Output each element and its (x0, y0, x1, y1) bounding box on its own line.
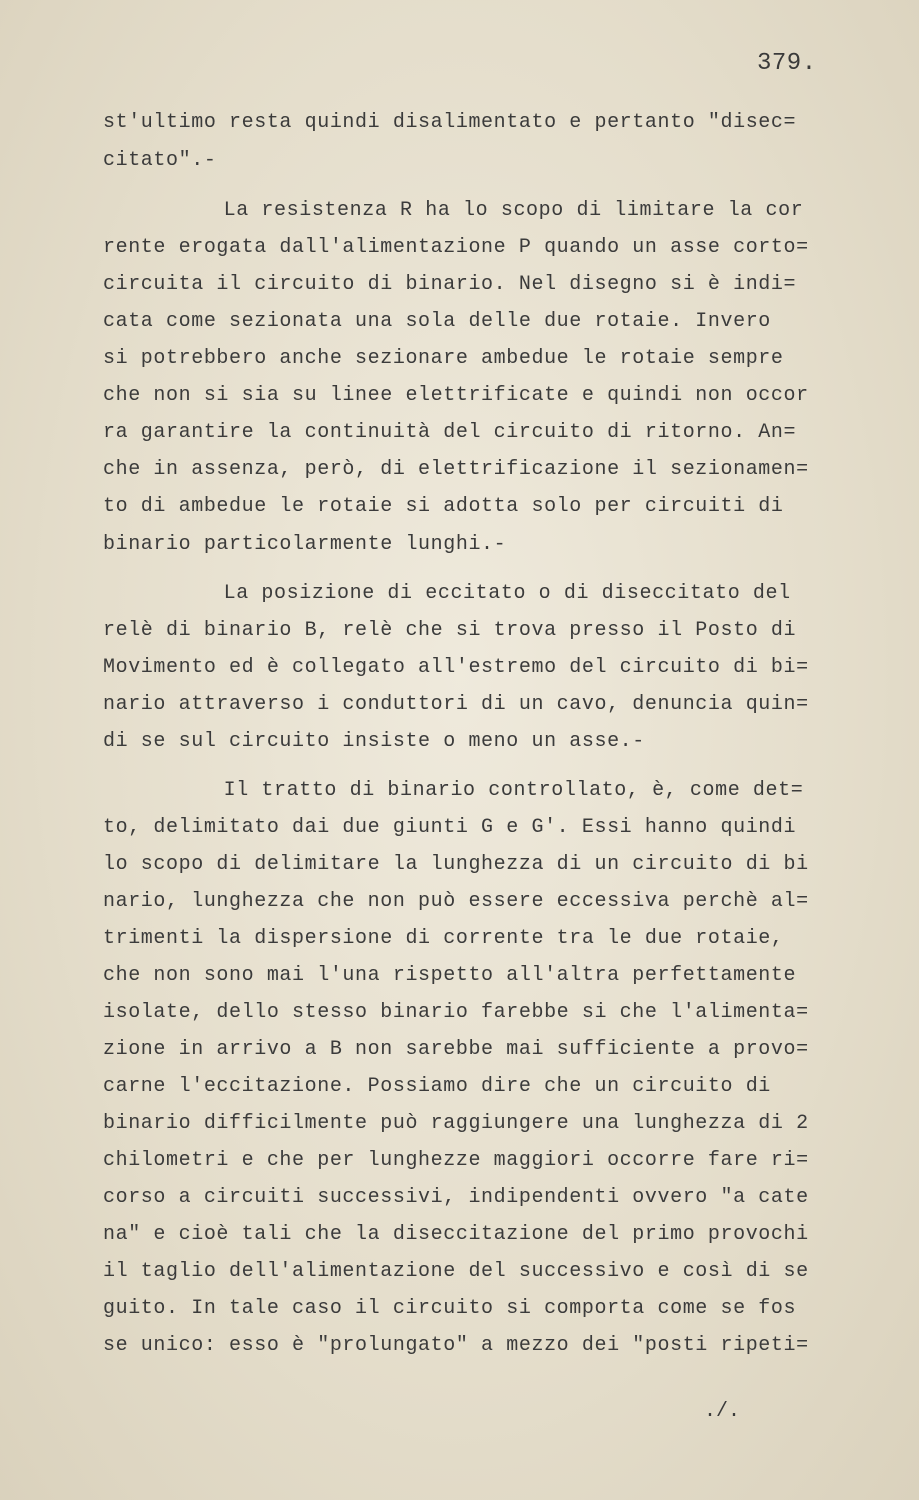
text-line-12: binario particolarmente lunghi.- (103, 533, 507, 556)
continuation-mark: ./. (704, 1400, 741, 1423)
text-line-19: to, delimitato dai due giunti G e G'. Essi hanno quindi (103, 816, 797, 839)
text-line-30: na" e cioè tali che la diseccitazione del primo provochi (103, 1223, 809, 1246)
text-line-7: si potrebbero anche sezionare ambedue le rotaie sempre (103, 347, 784, 370)
text-line-25: zione in arrivo a B non sarebbe mai sufficiente a provo= (103, 1038, 809, 1061)
text-line-9: ra garantire la continuità del circuito di ritorno. An= (103, 421, 797, 444)
text-line-5: circuita il circuito di binario. Nel disegno si è indi= (103, 273, 797, 296)
text-line-23: che non sono mai l'una rispetto all'altra perfettamente (103, 964, 797, 987)
text-line-14: relè di binario B, relè che si trova presso il Posto di (103, 619, 797, 642)
text-line-20: lo scopo di delimitare la lunghezza di un circuito di bi (103, 853, 809, 876)
text-line-3: La resistenza R ha lo scopo di limitare la cor (148, 199, 804, 222)
text-line-4: rente erogata dall'alimentazione P quando un asse corto= (103, 236, 809, 259)
text-line-24: isolate, dello stesso binario farebbe si che l'alimenta= (103, 1001, 809, 1024)
text-line-16: nario attraverso i conduttori di un cavo, denuncia quin= (103, 693, 809, 716)
text-line-8: che non si sia su linee elettrificate e quindi non occor (103, 384, 809, 407)
text-line-32: guito. In tale caso il circuito si comporta come se fos (103, 1297, 797, 1320)
text-line-11: to di ambedue le rotaie si adotta solo per circuiti di (103, 495, 784, 518)
text-line-17: di se sul circuito insiste o meno un asse.- (103, 730, 645, 753)
text-line-22: trimenti la dispersione di corrente tra le due rotaie, (103, 927, 784, 950)
text-line-33: se unico: esso è "prolungato" a mezzo dei "posti ripeti= (103, 1334, 809, 1357)
text-line-18: Il tratto di binario controllato, è, come det= (148, 779, 804, 802)
text-line-15: Movimento ed è collegato all'estremo del circuito di bi= (103, 656, 809, 679)
text-line-21: nario, lunghezza che non può essere eccessiva perchè al= (103, 890, 809, 913)
text-line-2: citato".- (103, 149, 217, 172)
text-line-10: che in assenza, però, di elettrificazione il sezionamen= (103, 458, 809, 481)
text-line-31: il taglio dell'alimentazione del successivo e così di se (103, 1260, 809, 1283)
text-line-28: chilometri e che per lunghezze maggiori occorre fare ri= (103, 1149, 809, 1172)
text-line-13: La posizione di eccitato o di diseccitato del (148, 582, 791, 605)
text-line-26: carne l'eccitazione. Possiamo dire che un circuito di (103, 1075, 771, 1098)
text-line-1: st'ultimo resta quindi disalimentato e pertanto "disec= (103, 111, 797, 134)
page-number: 379. (757, 50, 817, 77)
text-line-27: binario difficilmente può raggiungere una lunghezza di 2 (103, 1112, 809, 1135)
text-line-6: cata come sezionata una sola delle due rotaie. Invero (103, 310, 771, 333)
text-line-29: corso a circuiti successivi, indipendenti ovvero "a cate (103, 1186, 809, 1209)
